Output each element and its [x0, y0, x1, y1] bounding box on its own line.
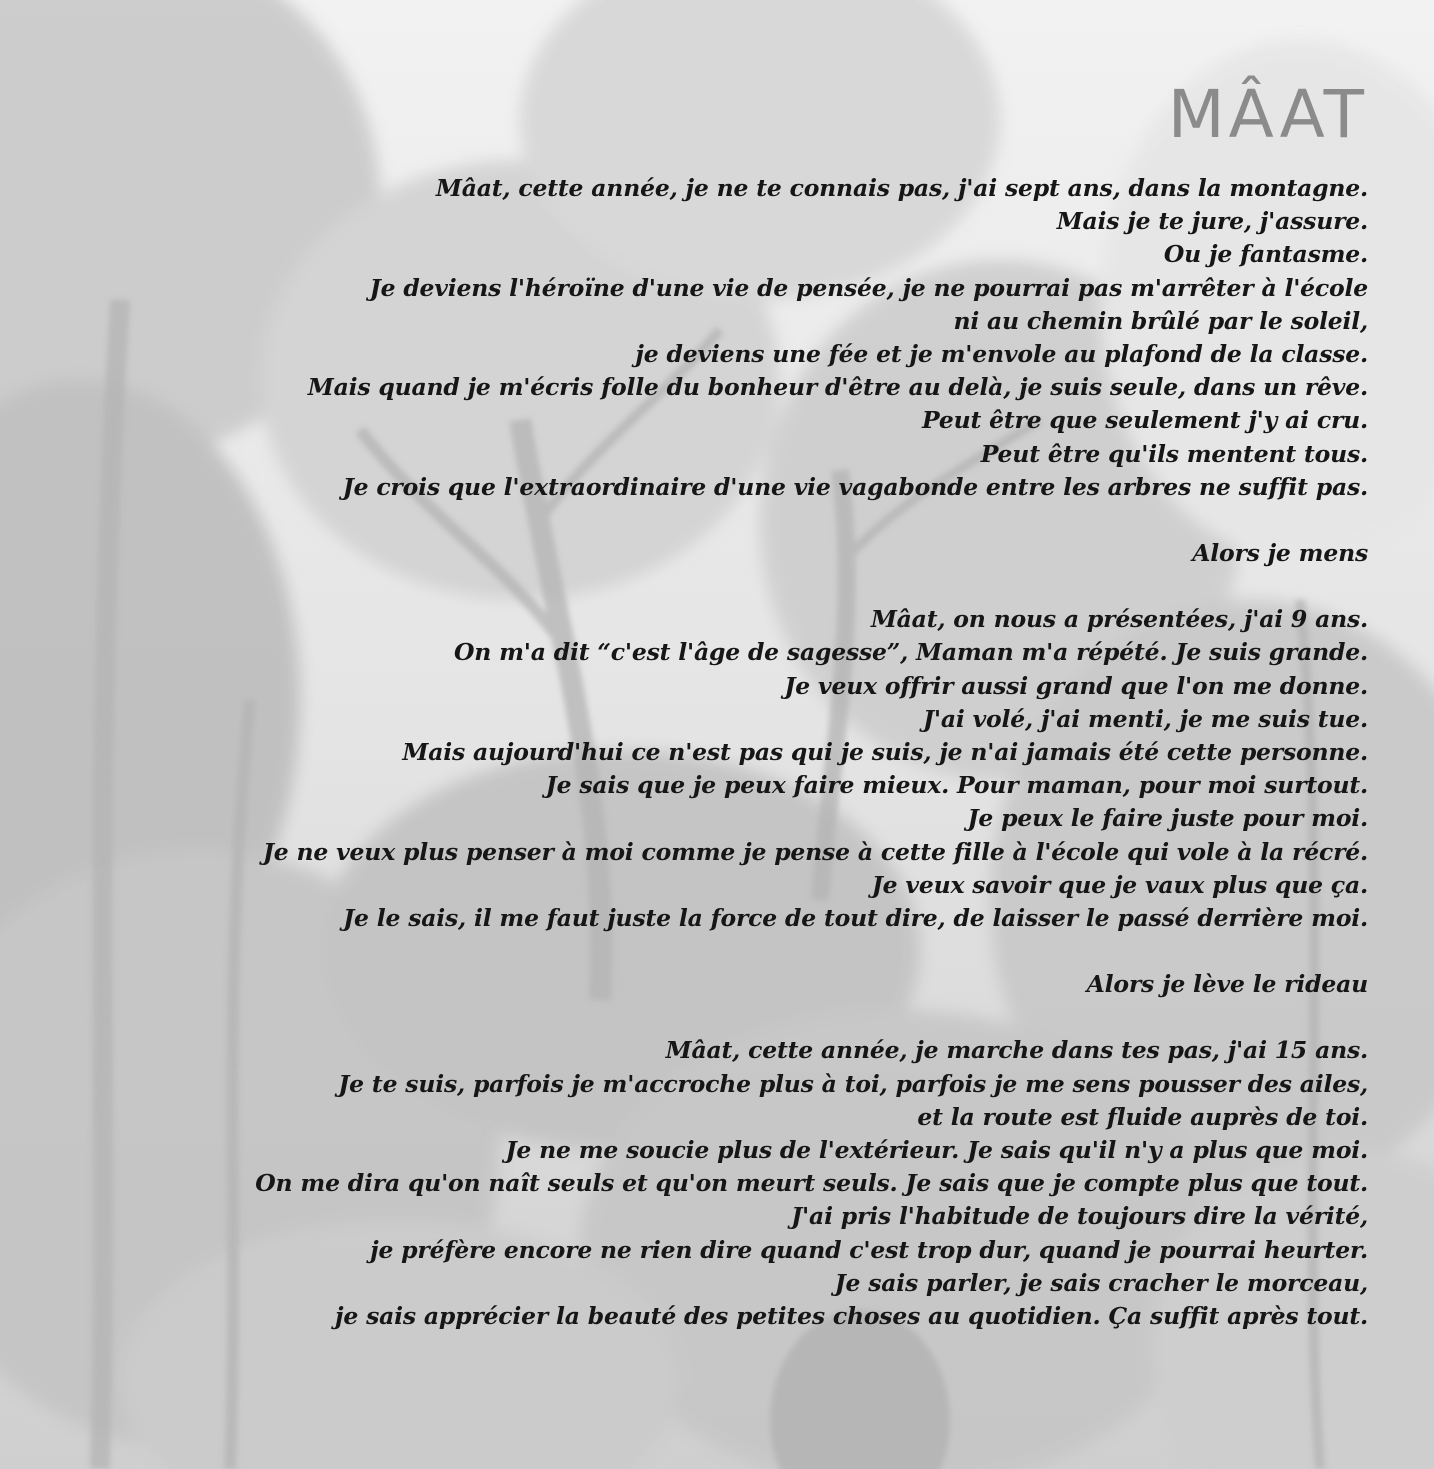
stanza-1	[28, 172, 1368, 570]
poem-line: Je veux savoir que je vaux plus que ça.	[871, 870, 1368, 899]
poem-line: Je sais que je peux faire mieux. Pour maman, pour moi surtout.	[545, 771, 1368, 800]
poem-line: Je ne me soucie plus de l'extérieur. Je sais qu'il n'y a plus que moi.	[505, 1136, 1368, 1165]
poem-line: Ou je fantasme.	[1163, 240, 1368, 269]
poem-line: On m'a dit “c'est l'âge de sagesse”, Maman m'a répété. Je suis grande.	[454, 638, 1368, 667]
poem-line: J'ai pris l'habitude de toujours dire la vérité,	[791, 1202, 1368, 1231]
poem-line: Mâat, on nous a présentées, j'ai 9 ans.	[870, 605, 1368, 634]
poem-line: Je crois que l'extraordinaire d'une vie vagabonde entre les arbres ne suffit pas.	[342, 472, 1368, 501]
poem-line: Peut être que seulement j'y ai cru.	[922, 406, 1368, 435]
poem-line: Je deviens l'héroïne d'une vie de pensée, je ne pourrai pas m'arrêter à l'école	[369, 273, 1368, 302]
poem-line: ni au chemin brûlé par le soleil,	[953, 306, 1368, 335]
poem-line: Je veux offrir aussi grand que l'on me donne.	[784, 671, 1368, 700]
refrain-line: Alors je lève le rideau	[1086, 970, 1368, 999]
poem-line: Mâat, cette année, je marche dans tes pas, j'ai 15 ans.	[665, 1036, 1368, 1065]
poem-line: J'ai volé, j'ai menti, je me suis tue.	[922, 704, 1368, 733]
poem-line: Je sais parler, je sais cracher le morceau,	[834, 1268, 1368, 1297]
poem-line: Peut être qu'ils mentent tous.	[980, 439, 1368, 468]
stanza-2	[28, 603, 1368, 1001]
poem-line: je sais apprécier la beauté des petites choses au quotidien. Ça suffit après tout.	[335, 1302, 1368, 1331]
poem-line: Je le sais, il me faut juste la force de tout dire, de laisser le passé derrière moi.	[343, 904, 1368, 933]
poem-line: Je te suis, parfois je m'accroche plus à toi, parfois je me sens pousser des ailes,	[338, 1069, 1368, 1098]
poem-line: Mais je te jure, j'assure.	[1056, 207, 1368, 236]
poem-line: Je peux le faire juste pour moi.	[967, 804, 1368, 833]
poem-line: Mais quand je m'écris folle du bonheur d'être au delà, je suis seule, dans un rêve.	[307, 373, 1368, 402]
poem-line: Mâat, cette année, je ne te connais pas, j'ai sept ans, dans la montagne.	[435, 174, 1368, 202]
poem-line: On me dira qu'on naît seuls et qu'on meurt seuls. Je sais que je compte plus que tout.	[255, 1169, 1368, 1198]
poem-title: MÂAT	[1167, 76, 1368, 153]
poem-line: et la route est fluide auprès de toi.	[917, 1102, 1368, 1131]
poem-body	[28, 172, 1368, 1333]
refrain-line: Alors je mens	[1192, 539, 1368, 568]
poem-line: je préfère encore ne rien dire quand c'est trop dur, quand je pourrai heurter.	[370, 1235, 1368, 1264]
poem-line: Je ne veux plus penser à moi comme je pense à cette fille à l'école qui vole à la récré.	[262, 837, 1368, 866]
poem-line: Mais aujourd'hui ce n'est pas qui je suis, je n'ai jamais été cette personne.	[402, 738, 1368, 767]
stanza-3	[28, 1034, 1368, 1333]
poem-line: je deviens une fée et je m'envole au plafond de la classe.	[635, 340, 1368, 369]
